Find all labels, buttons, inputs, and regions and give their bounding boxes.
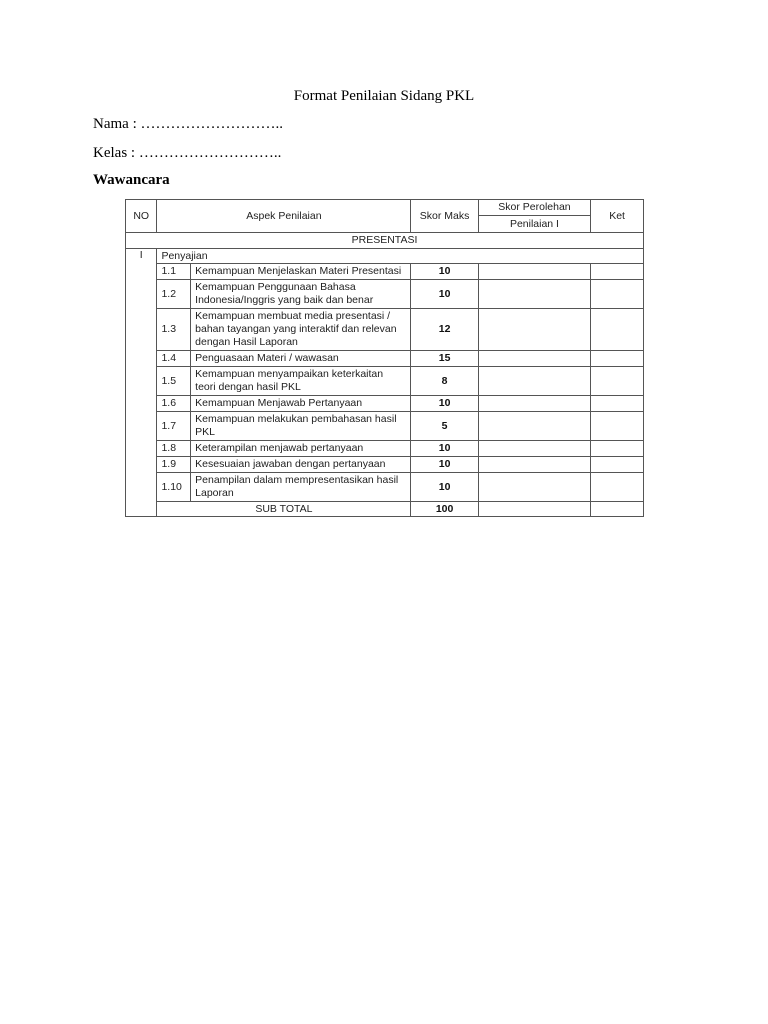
row-aspek: Kemampuan membuat media presentasi / bahan tayangan yang interaktif dan relevan dengan Hasil Laporan xyxy=(191,309,411,351)
table-row xyxy=(126,412,644,441)
row-skor-maks: 10 xyxy=(411,441,478,457)
row-aspek: Kemampuan menyampaikan keterkaitan teori dengan hasil PKL xyxy=(191,367,411,396)
row-ket-cell xyxy=(591,351,644,367)
row-penilaian-cell xyxy=(478,264,590,280)
row-number: 1.8 xyxy=(157,441,191,457)
row-skor-maks: 5 xyxy=(411,412,478,441)
row-ket-cell xyxy=(591,473,644,502)
row-aspek: Kemampuan Penggunaan Bahasa Indonesia/Inggris yang baik dan benar xyxy=(191,280,411,309)
subtotal-ket-cell xyxy=(591,502,644,517)
table-row xyxy=(126,264,644,280)
group-label: Penyajian xyxy=(157,249,644,264)
row-penilaian-cell xyxy=(478,367,590,396)
row-aspek: Penguasaan Materi / wawasan xyxy=(191,351,411,367)
header-skor-perolehan: Skor Perolehan xyxy=(478,200,590,216)
row-number: 1.9 xyxy=(157,457,191,473)
row-ket-cell xyxy=(591,280,644,309)
document-title: Format Penilaian Sidang PKL xyxy=(293,88,475,104)
row-penilaian-cell xyxy=(478,473,590,502)
row-skor-maks: 10 xyxy=(411,396,478,412)
row-ket-cell xyxy=(591,441,644,457)
table-row xyxy=(126,473,644,502)
header-ket: Ket xyxy=(591,200,644,233)
section-title: PRESENTASI xyxy=(126,233,644,249)
row-penilaian-cell xyxy=(478,412,590,441)
row-skor-maks: 10 xyxy=(411,280,478,309)
row-skor-maks: 10 xyxy=(411,473,478,502)
row-number: 1.5 xyxy=(157,367,191,396)
row-penilaian-cell xyxy=(478,396,590,412)
group-number: I xyxy=(126,249,157,264)
row-number: 1.7 xyxy=(157,412,191,441)
table-row xyxy=(126,351,644,367)
row-ket-cell xyxy=(591,396,644,412)
header-aspek: Aspek Penilaian xyxy=(157,200,411,233)
row-penilaian-cell xyxy=(478,441,590,457)
assessment-table xyxy=(125,199,644,517)
table-row xyxy=(126,280,644,309)
row-number: 1.2 xyxy=(157,280,191,309)
header-skor-maks: Skor Maks xyxy=(411,200,478,233)
table-row xyxy=(126,441,644,457)
subtotal-row xyxy=(126,502,644,517)
subtotal-penilaian-cell xyxy=(478,502,590,517)
table-row xyxy=(126,396,644,412)
row-ket-cell xyxy=(591,264,644,280)
row-ket-cell xyxy=(591,367,644,396)
header-penilaian: Penilaian I xyxy=(478,216,590,233)
row-ket-cell xyxy=(591,309,644,351)
table-row xyxy=(126,309,644,351)
row-skor-maks: 15 xyxy=(411,351,478,367)
section-heading: Wawancara xyxy=(93,172,170,188)
row-number: 1.4 xyxy=(157,351,191,367)
row-penilaian-cell xyxy=(478,351,590,367)
row-aspek: Kemampuan Menjawab Pertanyaan xyxy=(191,396,411,412)
row-aspek: Keterampilan menjawab pertanyaan xyxy=(191,441,411,457)
row-penilaian-cell xyxy=(478,280,590,309)
header-no: NO xyxy=(126,200,157,233)
row-number: 1.10 xyxy=(157,473,191,502)
table-row xyxy=(126,457,644,473)
row-penilaian-cell xyxy=(478,457,590,473)
row-aspek: Kemampuan Menjelaskan Materi Presentasi xyxy=(191,264,411,280)
row-penilaian-cell xyxy=(478,309,590,351)
row-number: 1.6 xyxy=(157,396,191,412)
row-ket-cell xyxy=(591,412,644,441)
row-ket-cell xyxy=(591,457,644,473)
row-number: 1.3 xyxy=(157,309,191,351)
nama-field-line: Nama : ……………………….. xyxy=(93,116,283,132)
row-skor-maks: 8 xyxy=(411,367,478,396)
table-row xyxy=(126,367,644,396)
subtotal-label: SUB TOTAL xyxy=(157,502,411,517)
kelas-field-line: Kelas : ……………………….. xyxy=(93,145,282,161)
row-aspek: Penampilan dalam mempresentasikan hasil Laporan xyxy=(191,473,411,502)
row-number: 1.1 xyxy=(157,264,191,280)
subtotal-value: 100 xyxy=(411,502,478,517)
row-skor-maks: 12 xyxy=(411,309,478,351)
row-skor-maks: 10 xyxy=(411,264,478,280)
row-skor-maks: 10 xyxy=(411,457,478,473)
row-aspek: Kesesuaian jawaban dengan pertanyaan xyxy=(191,457,411,473)
row-aspek: Kemampuan melakukan pembahasan hasil PKL xyxy=(191,412,411,441)
